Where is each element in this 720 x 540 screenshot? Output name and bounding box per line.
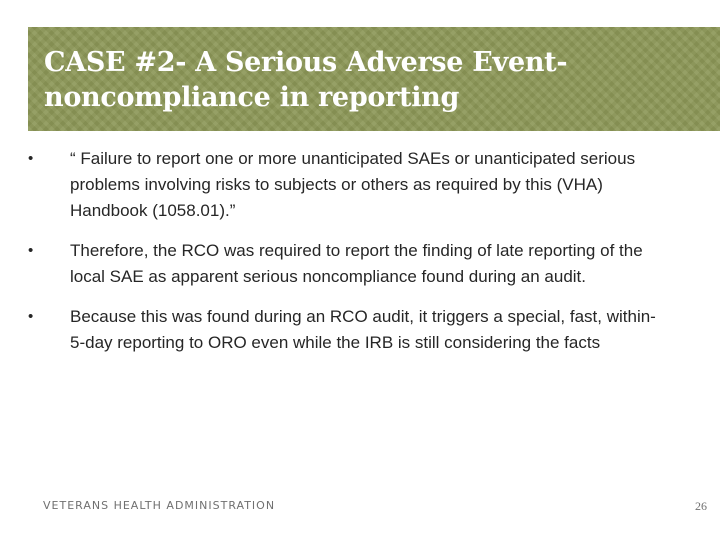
bullet-item: [28, 238, 668, 290]
bullet-marker: •: [28, 150, 34, 167]
bullet-marker: •: [28, 242, 34, 259]
bullet-marker: •: [28, 308, 34, 325]
title-banner: [28, 27, 720, 131]
footer-organization: VETERANS HEALTH ADMINISTRATION: [43, 499, 276, 512]
bullet-text: Therefore, the RCO was required to report the finding of late reporting of the local SAE as apparent serious noncompliance found during an audit.: [70, 241, 643, 286]
bullet-item: [28, 304, 668, 356]
slide-title: CASE #2- A Serious Adverse Event-noncompliance in reporting: [44, 47, 568, 113]
bullet-list: [28, 146, 668, 356]
bullet-text: “ Failure to report one or more unanticipated SAEs or unanticipated serious problems involving risks to subjects or others as required by this (VHA) Handbook (1058.01).”: [70, 149, 636, 220]
bullet-text: Because this was found during an RCO audit, it triggers a special, fast, within-5-day reporting to ORO even while the IRB is still considering the facts: [70, 307, 656, 352]
bullet-item: [28, 146, 668, 224]
page-number: 26: [695, 499, 707, 513]
